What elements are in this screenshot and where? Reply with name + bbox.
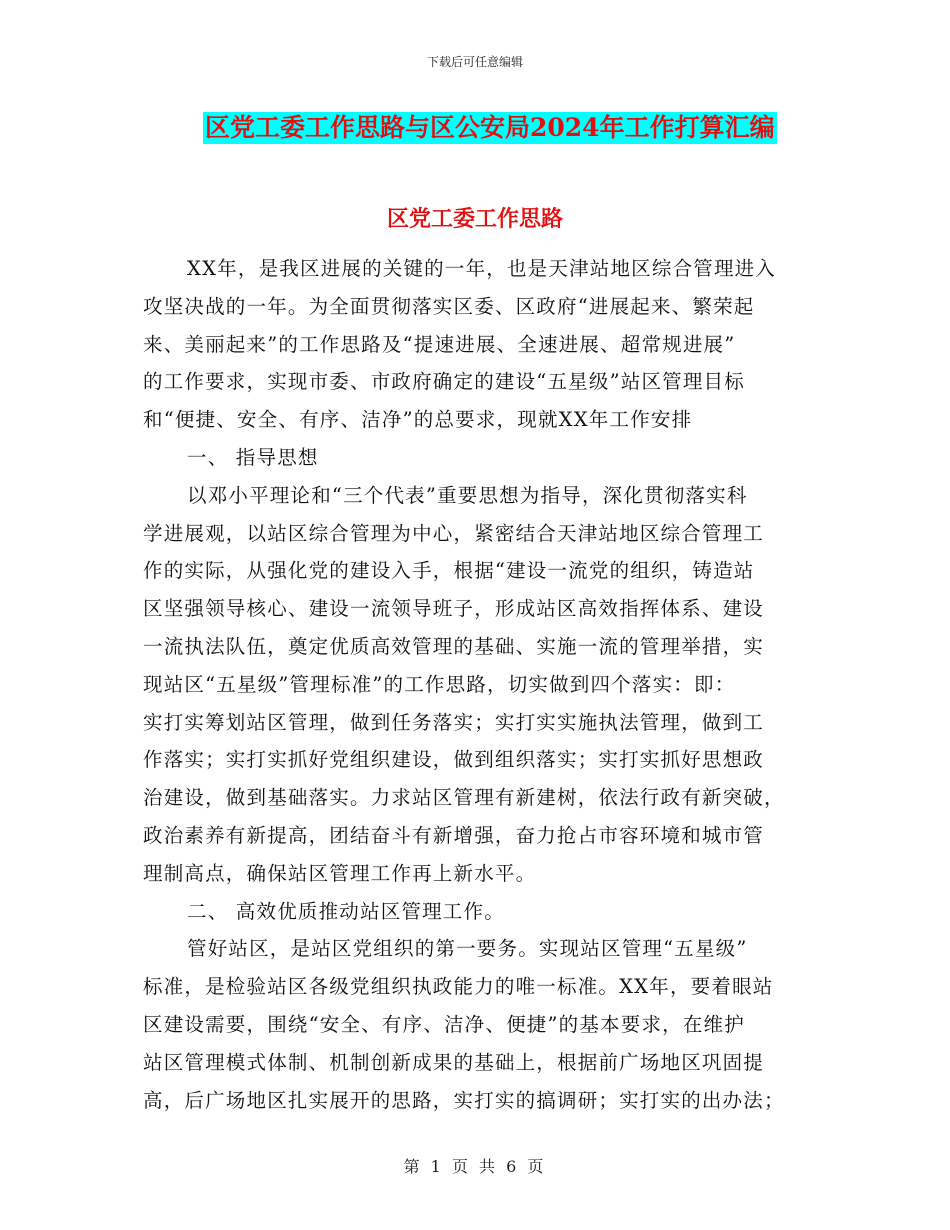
- paragraph-line: 站区管理模式体制、机制创新成果的基础上，根据前广场地区巩固提: [143, 1050, 765, 1074]
- paragraph-line: 现站区“五星级”管理标准”的工作思路，切实做到四个落实：即：: [143, 672, 736, 696]
- paragraph-line: 作落实；实打实抓好党组织建设，做到组织落实；实打实抓好思想政: [143, 748, 765, 772]
- body-text: [143, 250, 803, 1119]
- paragraph-line: 管好站区，是站区党组织的第一要务。实现站区管理“五星级”: [187, 937, 748, 961]
- page-number-footer: 第 1 页 共 6 页: [403, 1157, 547, 1176]
- paragraph-line: 治建设，做到基础落实。力求站区管理有新建树，依法行政有新突破，: [143, 786, 785, 810]
- heading-line: 二、 高效优质推动站区管理工作。: [187, 899, 505, 923]
- header-note: 下载后可任意编辑: [426, 55, 523, 69]
- paragraph-line: XX年，是我区进展的关键的一年，也是天津站地区综合管理进入: [187, 257, 777, 280]
- paragraph-line: 政治素养有新提高，团结奋斗有新增强，奋力抢占市容环境和城市管: [143, 823, 765, 847]
- paragraph-line: 标准，是检验站区各级党组织执政能力的唯一标准。XX年，要着眼站: [143, 975, 774, 999]
- paragraph-line: 理制高点，确保站区管理工作再上新水平。: [143, 861, 537, 885]
- document-title: 区党工委工作思路与区公安局2024年工作打算汇编: [205, 113, 775, 142]
- paragraph-line: 以邓小平理论和“三个代表”重要思想为指导，深化贯彻落实科: [187, 483, 748, 507]
- paragraph-line: 攻坚决战的一年。为全面贯彻落实区委、区政府“进展起来、繁荣起: [143, 294, 755, 318]
- paragraph-line: 高，后广场地区扎实展开的思路，实打实的搞调研；实打实的出办法；: [143, 1088, 785, 1112]
- paragraph-line: 和“便捷、安全、有序、洁净”的总要求，现就XX年工作安排: [143, 408, 693, 432]
- paragraph-line: 作的实际，从强化党的建设入手，根据“建设一流党的组织，铸造站: [143, 559, 755, 583]
- paragraph-line: 区坚强领导核心、建设一流领导班子，形成站区高效指挥体系、建设: [143, 597, 765, 621]
- paragraph-line: 实打实筹划站区管理，做到任务落实；实打实实施执法管理，做到工: [143, 710, 765, 734]
- paragraph-line: 的工作要求，实现市委、市政府确定的建设“五星级”站区管理目标: [143, 370, 745, 394]
- heading-line: 一、 指导思想: [187, 445, 319, 469]
- paragraph-line: 来、美丽起来”的工作思路及“提速进展、全速进展、超常规进展”: [143, 332, 736, 356]
- section-title: 区党工委工作思路: [386, 206, 563, 232]
- paragraph-line: 一流执法队伍，奠定优质高效管理的基础、实施一流的管理举措，实: [143, 634, 765, 658]
- paragraph-line: 区建设需要，围绕“安全、有序、洁净、便捷”的基本要求，在维护: [143, 1012, 745, 1036]
- paragraph-line: 学进展观，以站区综合管理为中心，紧密结合天津站地区综合管理工: [143, 521, 765, 545]
